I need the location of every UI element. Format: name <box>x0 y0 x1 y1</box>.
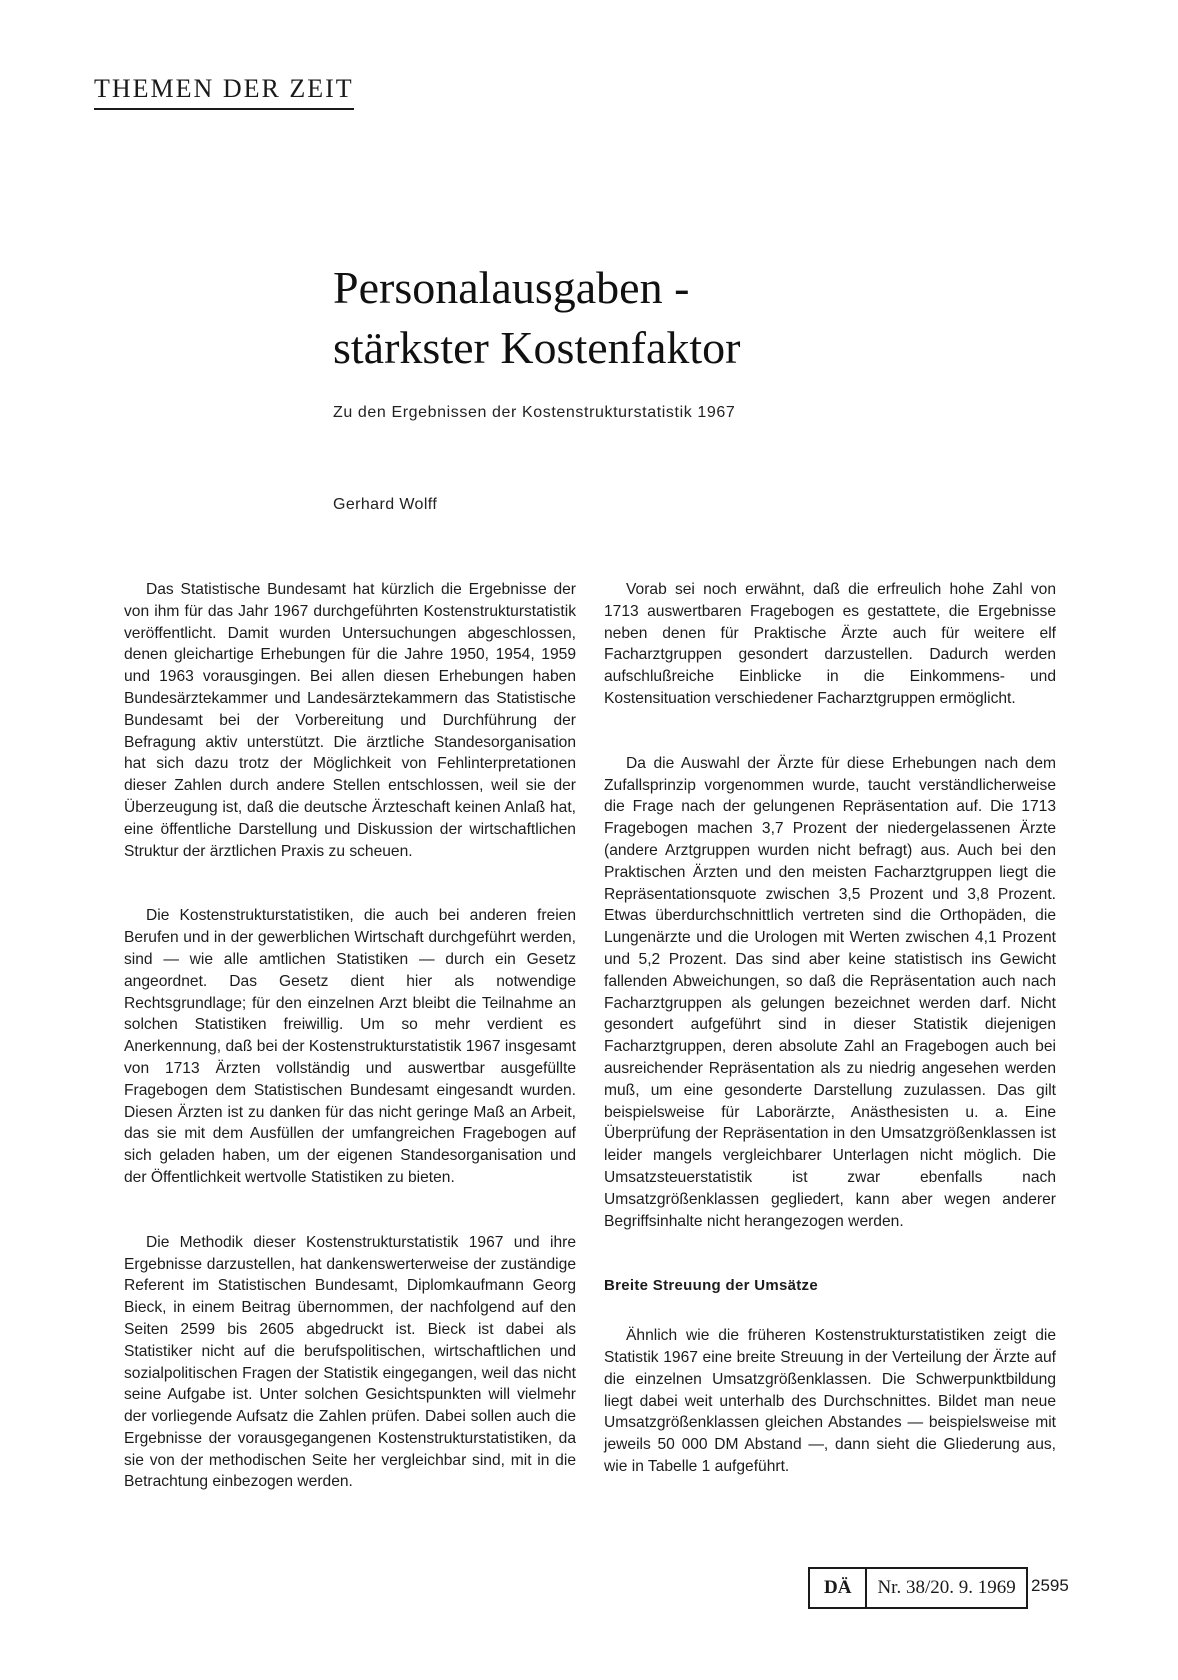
article-author: Gerhard Wolff <box>333 496 438 513</box>
section-heading: Breite Streuung der Umsätze <box>604 1277 818 1295</box>
issue-info: Nr. 38/20. 9. 1969 <box>865 1569 1025 1607</box>
paragraph: Da die Auswahl der Ärzte für diese Erhebungen nach dem Zufallsprinzip vorgenommen wurde, taucht verständlicherweise die Frage nach der gelungenen Repräsentation auf. Die 1713 Fragebogen machen 3,7 Prozent der niedergelassenen Ärzte (andere Arztgruppen wurden nicht befragt) aus. Auch bei den Praktischen Ärzten und den meisten Facharztgruppen liegt die Repräsentationsquote zwischen 3,5 Prozent und 3,8 Prozent. Etwas überdurchschnittlich vertreten sind die Orthopäden, die Lungenärzte und die Urologen mit Werten zwischen 4,1 Prozent und 5,2 Prozent. Das sind aber keine statistisch ins Gewicht fallenden Abweichungen, so daß die Repräsentation auch nach Facharztgruppen als gelungen bezeichnet werden darf. Nicht gesondert aufgeführt sind in dieser Statistik diejenigen Facharztgruppen, deren absolute Zahl an Fragebogen auch bei ausreichender Repräsentation als zu niedrig angesehen werden muß, um eine gesonderte Darstellung zuzulassen. Das gilt beispielsweise für Laborärzte, Anästhesisten u. a. Eine Überprüfung der Repräsentation in den Umsatzgrößenklassen ist leider mangels vergleichbarer Unterlagen nicht möglich. Die Umsatzsteuerstatistik ist zwar ebenfalls nach Umsatzgrößenklassen gegliedert, kann aber wegen anderer Begriffsinhalte nicht herangezogen werden. <box>604 754 1056 1230</box>
section-header: THEMEN DER ZEIT <box>94 74 354 110</box>
paragraph: Das Statistische Bundesamt hat kürzlich die Ergebnisse der von ihm für das Jahr 1967 durchgeführten Kostenstrukturstatistik veröffentlicht. Damit wurden Untersuchungen abgeschlossen, denen gleichartige Erhebungen für die Jahre 1950, 1954, 1959 und 1963 vorausgingen. Bei allen diesen Erhebungen haben Bundesärztekammer und Landesärztekammern das Statistische Bundesamt bei der Vorbereitung und Durchführung der Befragung aktiv unterstützt. Die ärztliche Standesorganisation hat sich dazu trotz der Möglichkeit von Fehlinterpretationen dieser Zahlen durch andere Stellen entschlossen, weil sie der Überzeugung ist, daß die deutsche Ärzteschaft keinen Anlaß hat, eine öffentliche Darstellung und Diskussion der wirtschaftlichen Struktur der ärztlichen Praxis zu scheuen. <box>124 581 576 860</box>
paragraph: Vorab sei noch erwähnt, daß die erfreulich hohe Zahl von 1713 auswertbaren Fragebogen es gestattete, die Ergebnisse neben denen für Praktische Ärzte auch für weitere elf Facharztgruppen gesondert darzustellen. Dadurch werden aufschlußreiche Einblicke in die Einkommens- und Kostensituation verschiedener Facharztgruppen ermöglicht. <box>604 581 1056 707</box>
left-column <box>124 579 576 1493</box>
right-column <box>604 579 1056 1478</box>
article-title <box>333 258 741 378</box>
journal-logo: DÄ <box>824 1577 852 1598</box>
title-line-1: Personalausgaben - <box>333 262 690 313</box>
paragraph: Ähnlich wie die früheren Kostenstrukturstatistiken zeigt die Statistik 1967 eine breite Streuung in der Verteilung der Ärzte auf die einzelnen Umsatzgrößenklassen. Die Schwerpunktbildung liegt dabei weit unterhalb des Durchschnittes. Bildet man neue Umsatzgrößenklassen gleichen Abstandes — beispielsweise mit jeweils 50 000 DM Abstand —, dann sieht die Gliederung aus, wie in Tabelle 1 aufgeführt. <box>604 1327 1056 1475</box>
paragraph: Die Methodik dieser Kostenstrukturstatistik 1967 und ihre Ergebnisse darzustellen, hat dankenswerterweise der zuständige Referent im Statistischen Bundesamt, Diplomkaufmann Georg Bieck, in einem Beitrag übernommen, der nachfolgend auf den Seiten 2599 bis 2605 abgedruckt ist. Bieck ist dabei als Statistiker nicht auf die berufspolitischen, wirtschaftlichen und sozialpolitischen Fragen der Statistik eingegangen, weil das nicht seine Aufgabe ist. Unter solchen Gesichtspunkten will vielmehr der vorliegende Aufsatz die Zahlen prüfen. Dabei sollen auch die Ergebnisse der vorausgegangenen Kostenstrukturstatistiken, da sie von der methodischen Seite her vergleichbar sind, mit in die Betrachtung einbezogen werden. <box>124 1233 576 1491</box>
page-number: 2595 <box>1031 1576 1069 1595</box>
journal-footer <box>808 1567 1028 1609</box>
title-line-2: stärkster Kostenfaktor <box>333 322 741 373</box>
paragraph: Die Kostenstrukturstatistiken, die auch bei anderen freien Berufen und in der gewerblichen Wirtschaft durchgeführt werden, sind — wie alle amtlichen Statistiken — durch ein Gesetz angeordnet. Das Gesetz dient hier als notwendige Rechtsgrundlage; für den einzelnen Arzt bleibt die Teilnahme an solchen Statistiken freiwillig. Um so mehr verdient es Anerkennung, daß bei der Kostenstrukturstatistik 1967 insgesamt von 1713 Ärzten vollständig und auswertbar ausgefüllte Fragebogen dem Statistischen Bundesamt eingesandt wurden. Diesen Ärzten ist zu danken für das nicht geringe Maß an Arbeit, das sie mit dem Ausfüllen der umfangreichen Fragebogen auf sich geladen haben, um der eigenen Standesorganisation und der Öffentlichkeit wertvolle Statistiken zu bieten. <box>124 907 576 1186</box>
article-subtitle: Zu den Ergebnissen der Kostenstrukturstatistik 1967 <box>333 404 736 421</box>
